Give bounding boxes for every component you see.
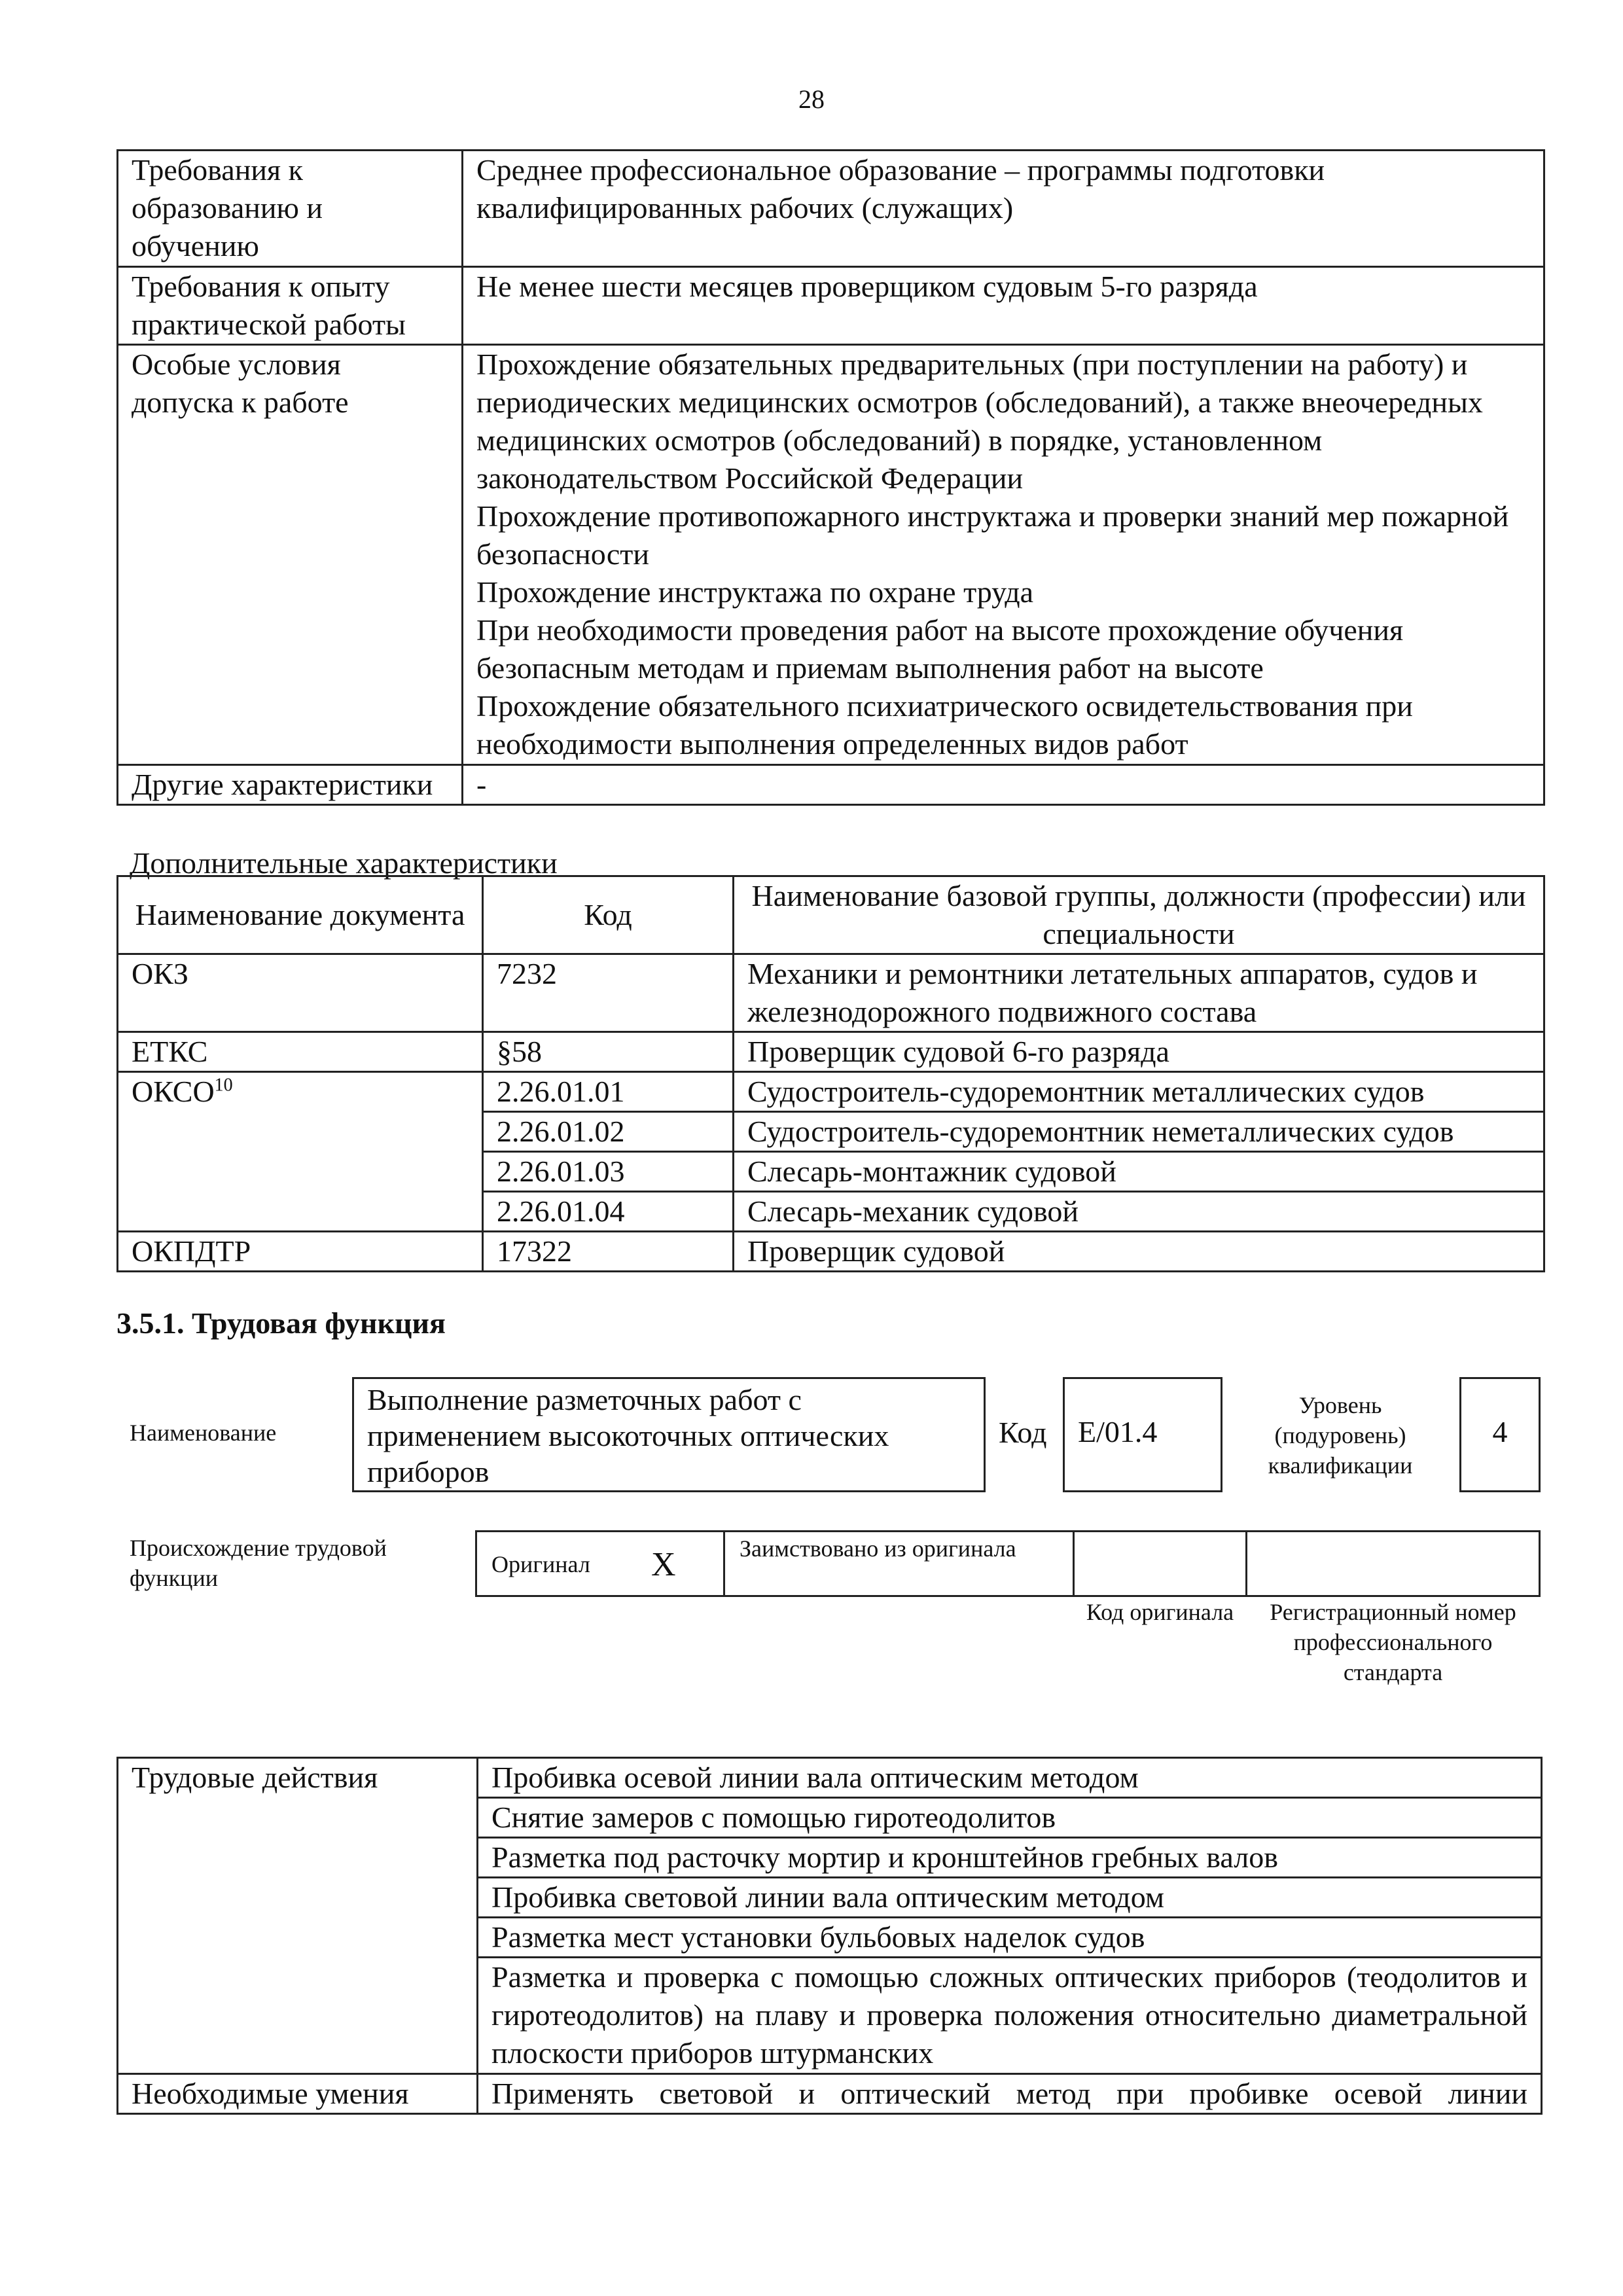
code-cell: 7232 <box>483 954 734 1032</box>
footnote-ref: 10 <box>214 1075 233 1096</box>
code-caption: Код оригинала <box>1086 1599 1234 1625</box>
action-item: Пробивка световой линии вала оптическим методом <box>478 1878 1542 1918</box>
level-box: 4 <box>1459 1377 1541 1492</box>
action-item: Разметка мест установки бульбовых наделок судов <box>478 1918 1542 1958</box>
condition-item: Прохождение обязательного психиатрического освидетельствования при необходимости выполнения определенных видов работ <box>476 689 1413 761</box>
actions-label: Трудовые действия <box>118 1758 478 2074</box>
original-label: Оригинал <box>491 1551 590 1577</box>
origin-label: Происхождение трудовой функции <box>130 1535 387 1591</box>
condition-item: Прохождение обязательных предварительных (при поступлении на работу) и периодических медицинских осмотров (обследований), а также внеочередных медицинских осмотров (обследований) в порядке, установленном законодательством Российской Федерации <box>476 348 1483 495</box>
requirement-label: Требования к образованию и обучению <box>118 151 463 267</box>
condition-item: Прохождение инструктажа по охране труда <box>476 575 1034 609</box>
code-cell: 2.26.01.02 <box>483 1112 734 1152</box>
page-number: 28 <box>798 84 825 114</box>
requirement-value: Не менее шести месяцев проверщиком судовым 5-го разряда <box>463 267 1544 345</box>
name-cell: Проверщик судовой 6-го разряда <box>734 1032 1544 1072</box>
requirement-label: Особые условия допуска к работе <box>118 345 463 765</box>
code-cell: §58 <box>483 1032 734 1072</box>
function-code-box: E/01.4 <box>1063 1377 1222 1492</box>
doc-cell: ОКЗ <box>118 954 483 1032</box>
code-cell: 2.26.01.01 <box>483 1072 734 1112</box>
origin-reg-number-cell <box>1245 1530 1541 1597</box>
level-label: Уровень (подуровень) квалификации <box>1268 1392 1413 1479</box>
doc-name: ОКСО <box>132 1075 215 1108</box>
table-row <box>118 267 1544 345</box>
origin-borrowed-cell: Заимствовано из оригинала <box>723 1530 1075 1597</box>
doc-cell: ЕТКС <box>118 1032 483 1072</box>
table-row <box>118 1232 1544 1272</box>
code-cell: 2.26.01.03 <box>483 1152 734 1192</box>
header-document: Наименование документа <box>118 876 483 954</box>
requirement-label: Другие характеристики <box>118 765 463 805</box>
requirement-value: - <box>463 765 1544 805</box>
function-name-label: Наименование <box>130 1420 277 1446</box>
doc-cell: ОКПДТР <box>118 1232 483 1272</box>
table-row <box>118 345 1544 765</box>
action-item: Пробивка осевой линии вала оптическим методом <box>478 1758 1542 1798</box>
requirements-table <box>116 149 1545 806</box>
skill-item: Применять световой и оптический метод при пробивке осевой линии <box>478 2074 1542 2114</box>
code-cell: 17322 <box>483 1232 734 1272</box>
name-cell: Судостроитель-судоремонтник металлических судов <box>734 1072 1544 1112</box>
origin-code-cell <box>1073 1530 1247 1597</box>
actions-table <box>116 1757 1543 2115</box>
table-row <box>118 2074 1542 2114</box>
header-code: Код <box>483 876 734 954</box>
original-mark: X <box>651 1546 676 1583</box>
code-cell: 2.26.01.04 <box>483 1192 734 1232</box>
requirement-value: Среднее профессиональное образование – программы подготовки квалифицированных рабочих (служащих) <box>463 151 1544 267</box>
action-item: Снятие замеров с помощью гиротеодолитов <box>478 1798 1542 1838</box>
table-header-row <box>118 876 1544 954</box>
table-row <box>118 954 1544 1032</box>
name-cell: Судостроитель-судоремонтник неметаллических судов <box>734 1112 1544 1152</box>
additional-caption: Дополнительные характеристики <box>130 846 558 880</box>
action-item: Разметка и проверка с помощью сложных оптических приборов (теодолитов и гиротеодолитов) на плаву и проверка положения относительно диаметральной плоскости приборов штурманских <box>478 1958 1542 2074</box>
skills-label: Необходимые умения <box>118 2074 478 2114</box>
table-row <box>118 1758 1542 1798</box>
action-item: Разметка под расточку мортир и кронштейнов гребных валов <box>478 1838 1542 1878</box>
name-cell: Слесарь-механик судовой <box>734 1192 1544 1232</box>
table-row <box>118 1072 1544 1112</box>
table-row <box>118 1032 1544 1072</box>
table-row <box>118 765 1544 805</box>
requirement-value <box>463 345 1544 765</box>
name-cell: Проверщик судовой <box>734 1232 1544 1272</box>
additional-table <box>116 875 1545 1272</box>
origin-original-cell <box>475 1530 725 1597</box>
function-name-box: Выполнение разметочных работ с применением высокоточных оптических приборов <box>352 1377 986 1492</box>
requirement-label: Требования к опыту практической работы <box>118 267 463 345</box>
table-row <box>118 151 1544 267</box>
section-title: 3.5.1. Трудовая функция <box>116 1306 446 1340</box>
reg-caption: Регистрационный номер профессионального стандарта <box>1270 1599 1516 1685</box>
condition-item: При необходимости проведения работ на высоте прохождение обучения безопасным методам и приемам выполнения работ на высоте <box>476 613 1404 685</box>
function-code-label: Код <box>999 1416 1047 1449</box>
header-name: Наименование базовой группы, должности (профессии) или специальности <box>734 876 1544 954</box>
name-cell: Механики и ремонтники летательных аппаратов, судов и железнодорожного подвижного состава <box>734 954 1544 1032</box>
name-cell: Слесарь-монтажник судовой <box>734 1152 1544 1192</box>
doc-cell <box>118 1072 483 1232</box>
condition-item: Прохождение противопожарного инструктажа и проверки знаний мер пожарной безопасности <box>476 499 1509 571</box>
